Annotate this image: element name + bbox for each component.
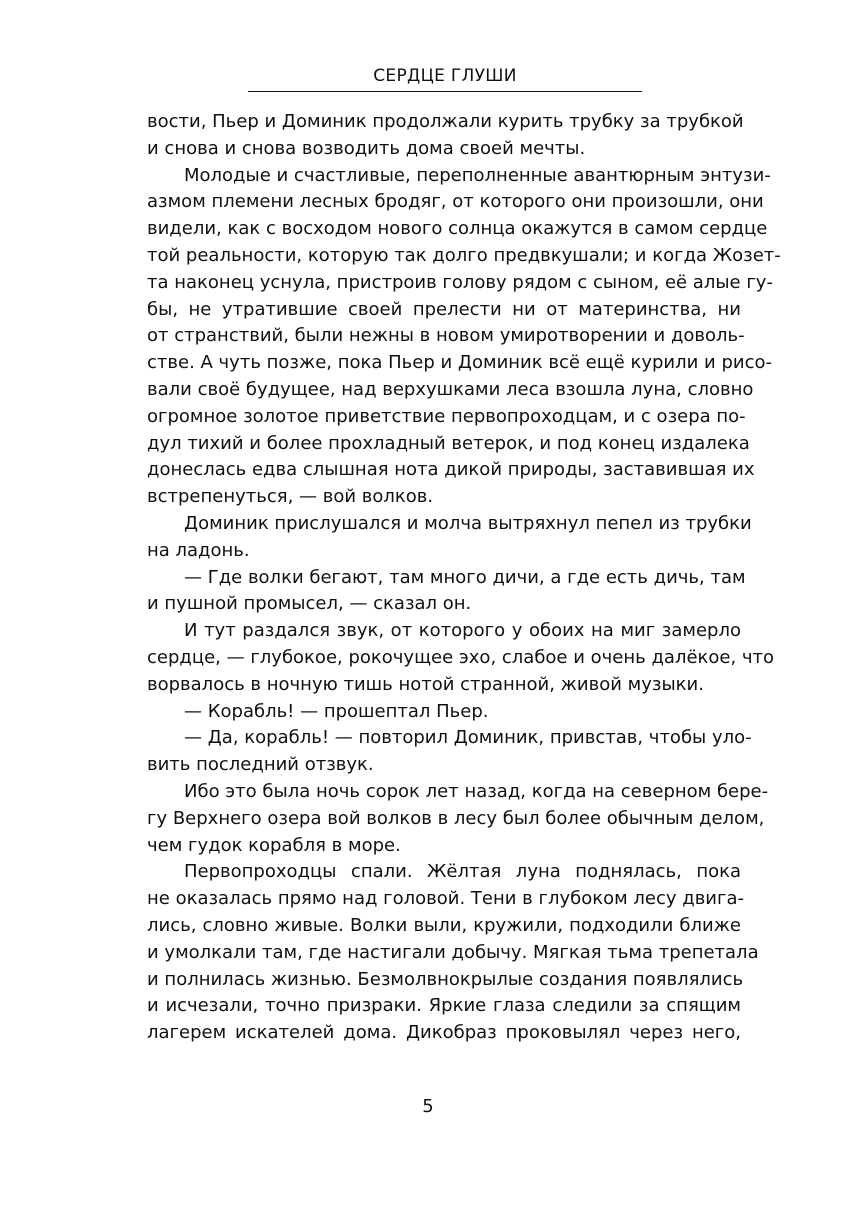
text-line: Ибо это была ночь сорок лет назад, когда на северном бере- bbox=[184, 780, 769, 802]
text-line: Первопроходцы спали. Жёлтая луна поднялась, пока bbox=[184, 861, 741, 883]
header-rule bbox=[248, 91, 642, 92]
text-line: вости, Пьер и Доминик продолжали курить трубку за трубкой bbox=[147, 111, 744, 132]
text-line: не оказалась прямо над головой. Тени в глубоком лесу двига- bbox=[147, 888, 744, 910]
text-line: дул тихий и более прохладный ветерок, и под конец издалека bbox=[147, 432, 750, 454]
text-line: гу Верхнего озера вой волков в лесу был более обычным делом, bbox=[147, 807, 765, 829]
text-line: бы, не утратившие своей прелести ни от материнства, ни bbox=[147, 298, 741, 320]
text-line: вали своё будущее, над верхушками леса взошла луна, словно bbox=[147, 378, 754, 400]
text-line: и умолкали там, где настигали добычу. Мягкая тьма трепетала bbox=[147, 941, 759, 963]
text-line: лись, словно живые. Волки выли, кружили, подходили ближе bbox=[147, 914, 741, 936]
text-line: — Да, корабль! — повторил Доминик, привстав, чтобы уло- bbox=[184, 727, 752, 749]
running-head: СЕРДЦЕ ГЛУШИ bbox=[373, 66, 517, 86]
text-line: и снова и снова возводить дома своей мечты. bbox=[147, 137, 586, 159]
page-number: 5 bbox=[422, 1096, 434, 1117]
text-line: и исчезали, точно призраки. Яркие глаза следили за спящим bbox=[147, 995, 741, 1017]
text-line: чем гудок корабля в море. bbox=[147, 834, 401, 856]
text-line: от странствий, были нежны в новом умиротворении и доволь- bbox=[147, 325, 745, 347]
text-line: видели, как с восходом нового солнца окажутся в самом сердце bbox=[147, 218, 768, 240]
text-line: ворвалось в ночную тишь нотой странной, живой музыки. bbox=[147, 673, 704, 695]
text-line: той реальности, которую так долго предвкушали; и когда Жозет- bbox=[147, 244, 781, 266]
text-line: и полнилась жизнью. Безмолвнокрылые создания появлялись bbox=[147, 968, 744, 990]
text-line: вить последний отзвук. bbox=[147, 754, 374, 776]
text-line: Молодые и счастливые, переполненные авантюрным энтузи- bbox=[184, 164, 771, 186]
text-line: на ладонь. bbox=[147, 539, 250, 561]
text-line: — Где волки бегают, там много дичи, а где есть дичь, там bbox=[184, 566, 746, 588]
text-line: и пушной промысел, — сказал он. bbox=[147, 593, 472, 615]
body-text bbox=[147, 109, 781, 1047]
text-line: встрепенуться, — вой волков. bbox=[147, 486, 434, 508]
text-line: та наконец уснула, пристроив голову рядом с сыном, её алые гу- bbox=[147, 271, 773, 293]
text-line: — Корабль! — прошептал Пьер. bbox=[184, 700, 489, 722]
text-line: огромное золотое приветствие первопроходцам, и с озера по- bbox=[147, 405, 746, 427]
text-line: сердце, — глубокое, рокочущее эхо, слабое и очень далёкое, что bbox=[147, 646, 775, 668]
text-line: лагерем искателей дома. Дикобраз проковылял через него, bbox=[147, 1022, 741, 1044]
text-line: стве. А чуть позже, пока Пьер и Доминик всё ещё курили и рисо- bbox=[147, 352, 772, 374]
text-line: Доминик прислушался и молча вытряхнул пепел из трубки bbox=[184, 512, 752, 534]
text-line: донеслась едва слышная нота дикой природы, заставившая их bbox=[147, 459, 755, 481]
text-line: азмом племени лесных бродяг, от которого они произошли, они bbox=[147, 191, 764, 213]
text-line: И тут раздался звук, от которого у обоих на миг замерло bbox=[184, 620, 741, 642]
